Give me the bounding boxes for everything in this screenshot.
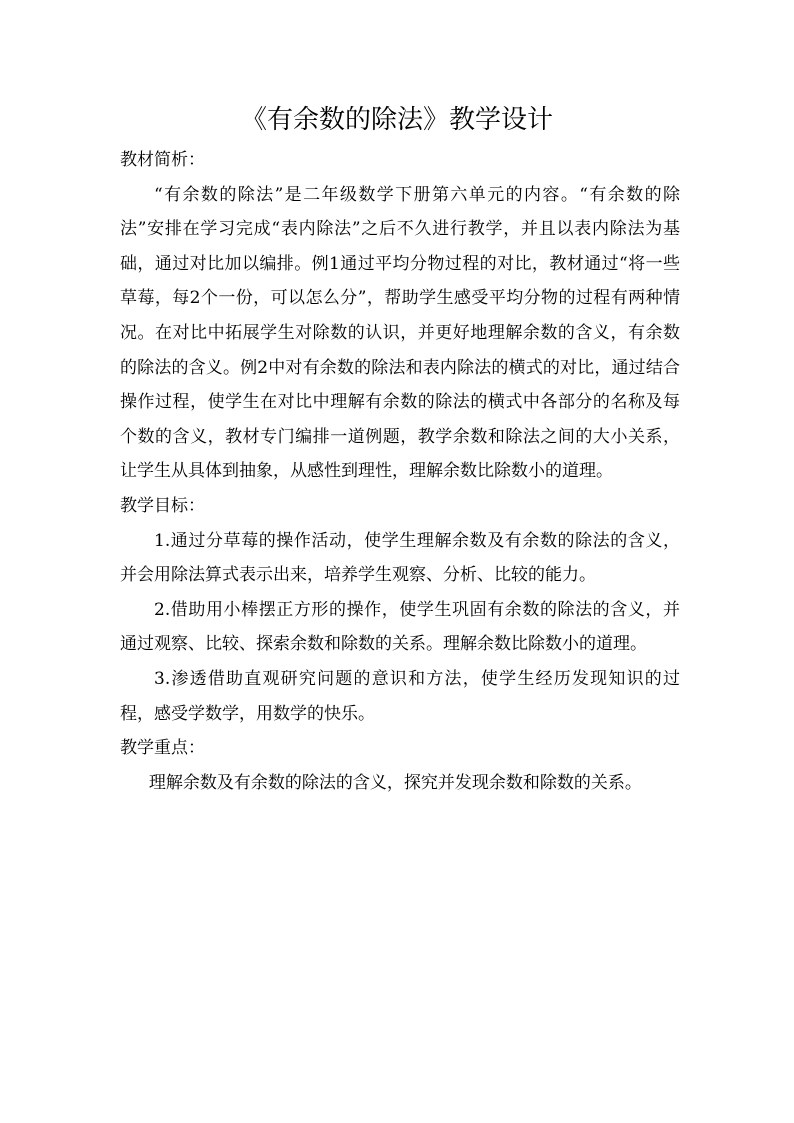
document-title: 《有余数的除法》教学设计 — [240, 105, 553, 135]
section-heading-goals: 教学目标： — [120, 495, 205, 516]
goal-item-2: 2.借助用小棒摆正方形的操作，使学生巩固有余数的除法的含义，并通过观察、比较、探索余数和除数的关系。理解余数比除数小的道理。 — [120, 599, 680, 655]
goal-item-3: 3.渗透借助直观研究问题的意识和方法，使学生经历发现知识的过程，感受学数学，用数学的快乐。 — [120, 668, 680, 724]
goal-item-1: 1.通过分草莓的操作活动，使学生理解余数及有余数的除法的含义，并会用除法算式表示出来，培养学生观察、分析、比较的能力。 — [120, 530, 680, 586]
document-body — [120, 143, 680, 800]
section-heading-key-points: 教学重点： — [120, 738, 205, 759]
key-points-paragraph: 理解余数及有余数的除法的含义，探究并发现余数和除数的关系。 — [148, 772, 642, 793]
analysis-paragraph: “有余数的除法”是二年级数学下册第六单元的内容。“有余数的除法”安排在学习完成“表内除法”之后不久进行教学，并且以表内除法为基础，通过对比加以编排。例1通过平均分物过程的对比，教材通过“将一些草莓，每2个一份，可以怎么分”，帮助学生感受平均分物的过程有两种情况。在对比中拓展学生对除数的认识，并更好地理解余数的含义，有余数的除法的含义。例2中对有余数的除法和表内除法的横式的对比，通过结合操作过程，使学生在对比中理解有余数的除法的横式中各部分的名称及每个数的含义，教材专门编排一道例题，教学余数和除法之间的大小关系，让学生从具体到抽象，从感性到理性，理解余数比除数小的道理。 — [120, 184, 680, 482]
section-heading-analysis: 教材简析： — [120, 150, 205, 170]
